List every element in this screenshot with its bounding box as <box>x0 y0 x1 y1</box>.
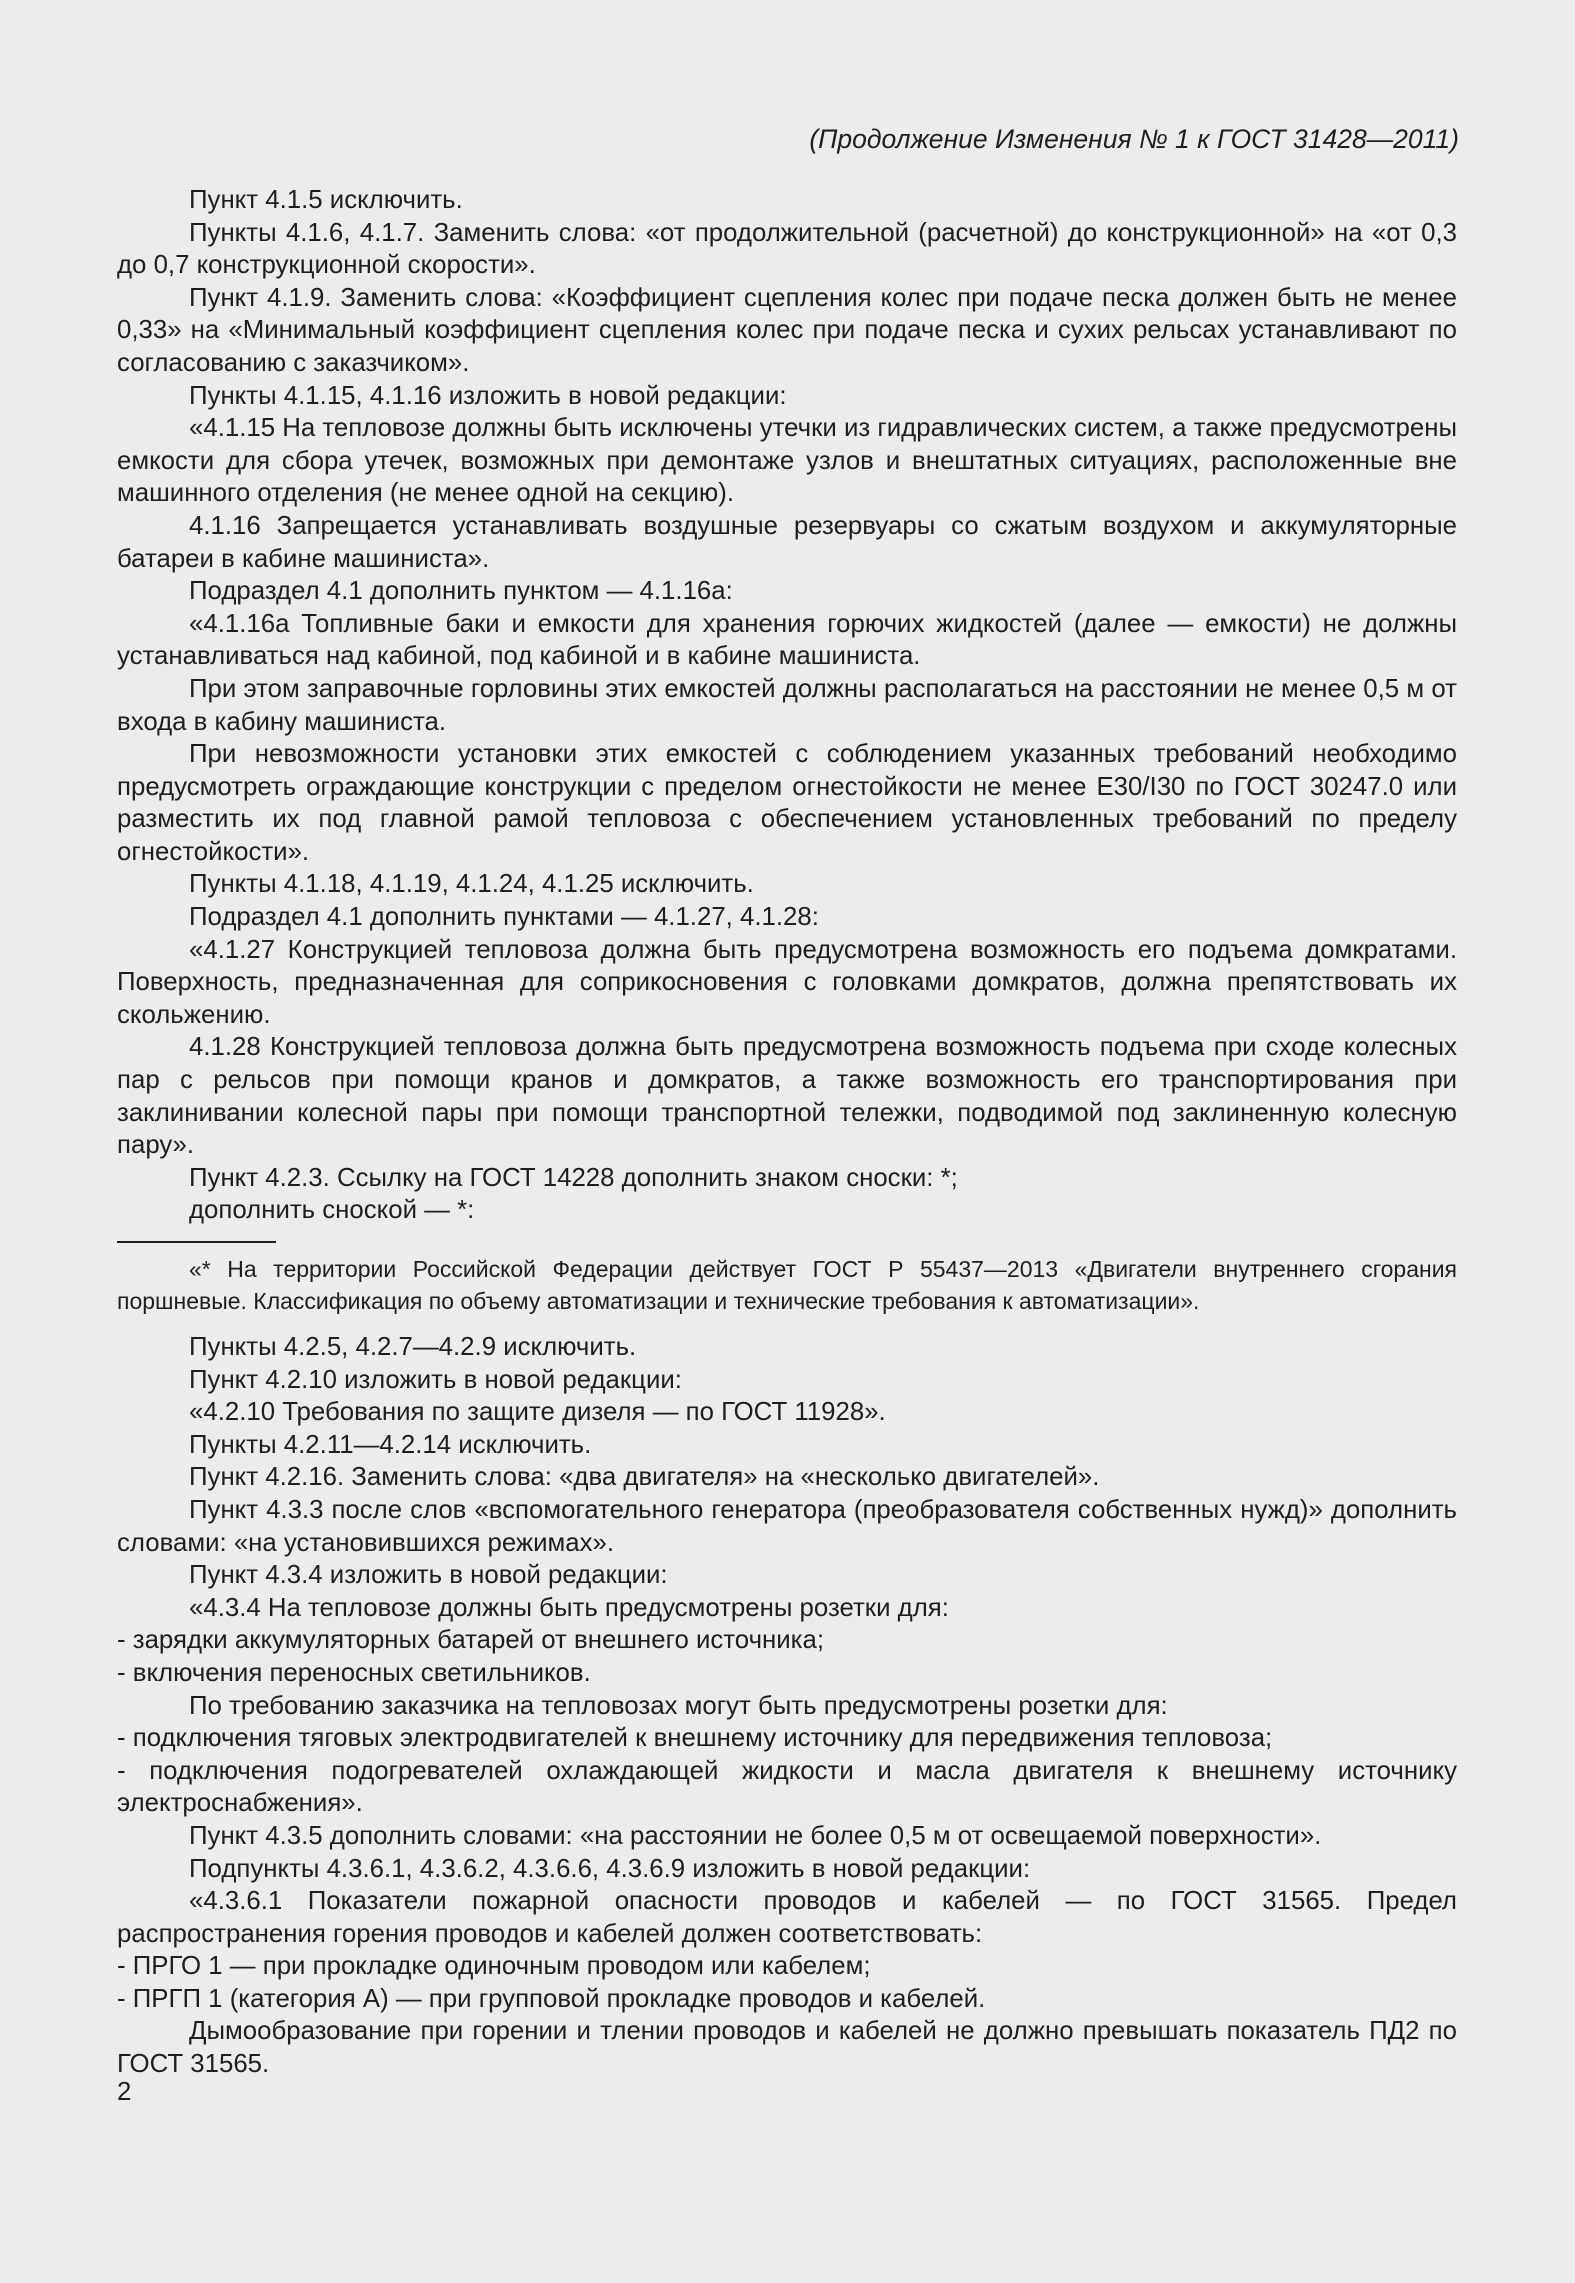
paragraph: Пункт 4.2.16. Заменить слова: «два двигателя» на «несколько двигателей». <box>189 1463 1100 1492</box>
footnote-separator <box>117 1241 276 1243</box>
paragraph: Пункты 4.1.18, 4.1.19, 4.1.24, 4.1.25 исключить. <box>189 870 754 899</box>
paragraph: «4.1.27 Конструкцией тепловоза должна быть предусмотрена возможность его подъема домкратами. Поверхность, предназначенная для соприкосновения с головками домкратов, должна препятствовать их скольжению. <box>117 935 1457 1029</box>
paragraph: Пункт 4.1.5 исключить. <box>189 186 463 214</box>
paragraph: «4.3.6.1 Показатели пожарной опасности проводов и кабелей — по ГОСТ 31565. Предел распространения горения проводов и кабелей должен соответствовать: <box>117 1887 1457 1948</box>
paragraph: «4.1.16а Топливные баки и емкости для хранения горючих жидкостей (далее — емкости) не должны устанавливаться над кабиной, под кабиной и в кабине машиниста. <box>117 609 1457 671</box>
document-body <box>117 184 1457 2081</box>
paragraph: Пункты 4.1.15, 4.1.16 изложить в новой редакции: <box>189 381 787 410</box>
paragraph: «4.2.10 Требования по защите дизеля — по ГОСТ 11928». <box>189 1398 886 1427</box>
paragraph: «4.3.4 На тепловозе должны быть предусмотрены розетки для: <box>189 1593 949 1622</box>
list-item: - зарядки аккумуляторных батарей от внешнего источника; <box>117 1626 825 1655</box>
paragraph: Пункты 4.2.11—4.2.14 исключить. <box>189 1430 592 1459</box>
paragraph: Пункт 4.3.3 после слов «вспомогательного генератора (преобразователя собственных нужд)» дополнить словами: «на установившихся режимах». <box>117 1495 1457 1557</box>
paragraph: Пункт 4.3.4 изложить в новой редакции: <box>189 1561 668 1590</box>
footnote-block <box>117 1241 1457 1317</box>
paragraph: дополнить сноской — *: <box>189 1196 475 1225</box>
continuation-header: (Продолжение Изменения № 1 к ГОСТ 31428—2011) <box>809 124 1459 154</box>
paragraph: Пункты 4.1.6, 4.1.7. Заменить слова: «от продолжительной (расчетной) до конструкционной» на «от 0,3 до 0,7 конструкционной скорости». <box>117 218 1457 280</box>
paragraph: Пункты 4.2.5, 4.2.7—4.2.9 исключить. <box>189 1333 637 1361</box>
paragraph: По требованию заказчика на тепловозах могут быть предусмотрены розетки для: <box>189 1691 1168 1720</box>
paragraph: Пункт 4.2.3. Ссылку на ГОСТ 14228 дополнить знаком сноски: *; <box>189 1163 958 1192</box>
paragraph: Дымообразование при горении и тлении проводов и кабелей не должно превышать показатель ПД2 по ГОСТ 31565. <box>117 2017 1457 2079</box>
paragraph: Подпункты 4.3.6.1, 4.3.6.2, 4.3.6.6, 4.3.6.9 изложить в новой редакции: <box>189 1854 1031 1883</box>
list-item: - ПРГП 1 (категория А) — при групповой прокладке проводов и кабелей. <box>117 1984 986 2013</box>
paragraph: Пункт 4.3.5 дополнить словами: «на расстоянии не более 0,5 м от освещаемой поверхности». <box>189 1821 1322 1850</box>
paragraph: Подраздел 4.1 дополнить пунктом — 4.1.16а: <box>189 577 733 606</box>
list-item: - подключения тяговых электродвигателей к внешнему источнику для передвижения тепловоза; <box>117 1724 1273 1753</box>
paragraph: При этом заправочные горловины этих емкостей должны располагаться на расстоянии не менее 0,5 м от входа в кабину машиниста. <box>117 674 1457 736</box>
paragraph: «4.1.15 На тепловозе должны быть исключены утечки из гидравлических систем, а также предусмотрены емкости для сбора утечек, возможных при демонтаже узлов и внештатных ситуациях, расположенные вне машинного отделения (не менее одной на секцию). <box>117 414 1458 508</box>
list-item: - ПРГО 1 — при прокладке одиночным проводом или кабелем; <box>117 1952 871 1981</box>
paragraph: Пункт 4.1.9. Заменить слова: «Коэффициент сцепления колес при подаче песка должен быть не менее 0,33» на «Минимальный коэффициент сцепления колес при подаче песка и сухих рельсах устанавливают по согласованию с заказчиком». <box>117 283 1457 377</box>
page-number: 2 <box>117 2078 132 2106</box>
list-item: - включения переносных светильников. <box>117 1658 591 1687</box>
footnote-text: «* На территории Российской Федерации действует ГОСТ Р 55437—2013 «Двигатели внутреннего сгорания поршневые. Классификация по объему автоматизации и технические требования к автоматизации». <box>117 1256 1457 1314</box>
list-item: - подключения подогревателей охлаждающей жидкости и масла двигателя к внешнему источнику электроснабжения». <box>117 1756 1457 1818</box>
paragraph: 4.1.28 Конструкцией тепловоза должна быть предусмотрена возможность подъема при сходе колесных пар с рельсов при помощи кранов и домкратов, а также возможность его транспортирования при заклинивании колесной пары при помощи транспортной тележки, подводимой под заклиненную колесную пару». <box>117 1033 1457 1160</box>
paragraph: Пункт 4.2.10 изложить в новой редакции: <box>189 1365 682 1394</box>
paragraph: 4.1.16 Запрещается устанавливать воздушные резервуары со сжатым воздухом и аккумуляторные батареи в кабине машиниста». <box>117 511 1457 573</box>
paragraph: При невозможности установки этих емкостей с соблюдением указанных требований необходимо предусмотреть ограждающие конструкции с пределом огнестойкости не менее Е30/I30 по ГОСТ 30247.0 или разместить их под главной рамой тепловоза с обеспечением установленных требований по пределу огнестойкости». <box>117 740 1457 866</box>
paragraph: Подраздел 4.1 дополнить пунктами — 4.1.27, 4.1.28: <box>189 903 819 932</box>
